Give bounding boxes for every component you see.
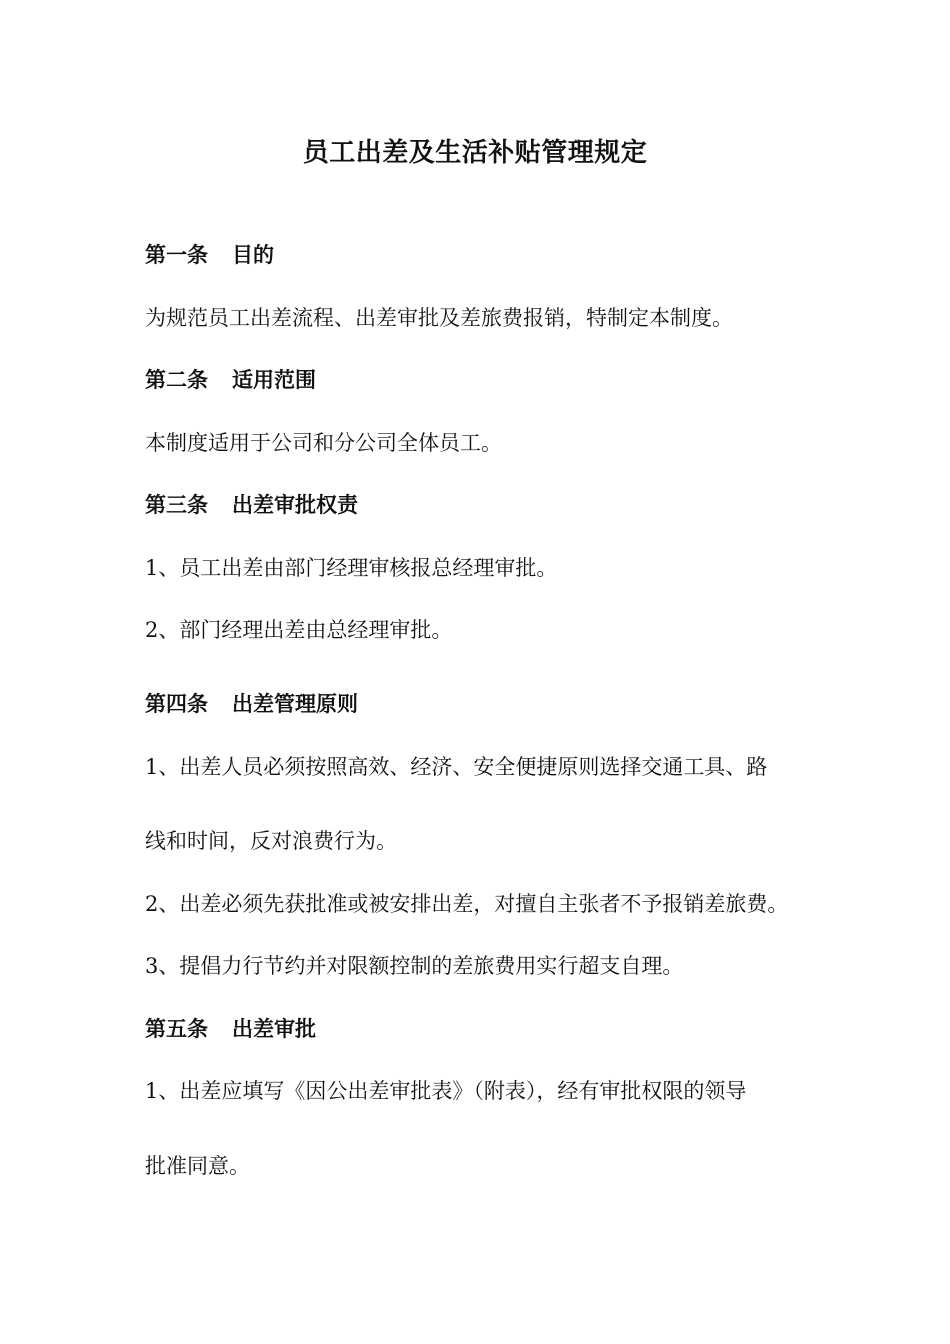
document-title: 员工出差及生活补贴管理规定 — [302, 138, 648, 168]
section-heading — [145, 240, 274, 270]
paragraph-line: 1、员工出差由部门经理审核报总经理审批。 — [145, 556, 558, 580]
paragraph-line: 2、部门经理出差由总经理审批。 — [145, 618, 453, 642]
paragraph-line: 线和时间，反对浪费行为。 — [145, 829, 397, 853]
paragraph-line: 1、出差人员必须按照高效、经济、安全便捷原则选择交通工具、路 — [145, 755, 768, 779]
section-number: 第五条 — [145, 1016, 208, 1041]
section-title: 适用范围 — [232, 367, 316, 392]
paragraph-line: 本制度适用于公司和分公司全体员工。 — [145, 431, 502, 455]
section-heading — [145, 365, 316, 395]
paragraph-line: 2、出差必须先获批准或被安排出差，对擅自主张者不予报销差旅费。 — [145, 892, 789, 916]
section-number: 第三条 — [145, 492, 208, 517]
section-title: 出差审批 — [232, 1016, 316, 1041]
section-heading — [145, 689, 358, 719]
section-heading — [145, 490, 358, 520]
section-number: 第四条 — [145, 691, 208, 716]
section-number: 第一条 — [145, 242, 208, 267]
paragraph-line: 批准同意。 — [145, 1154, 250, 1178]
paragraph-line: 为规范员工出差流程、出差审批及差旅费报销，特制定本制度。 — [145, 306, 733, 330]
paragraph-line: 1、出差应填写《因公出差审批表》（附表），经有审批权限的领导 — [145, 1079, 747, 1103]
section-title: 目的 — [232, 242, 274, 267]
paragraph-line: 3、提倡力行节约并对限额控制的差旅费用实行超支自理。 — [145, 954, 684, 978]
section-heading — [145, 1014, 316, 1044]
section-number: 第二条 — [145, 367, 208, 392]
section-title: 出差管理原则 — [232, 691, 358, 716]
section-title: 出差审批权责 — [232, 492, 358, 517]
